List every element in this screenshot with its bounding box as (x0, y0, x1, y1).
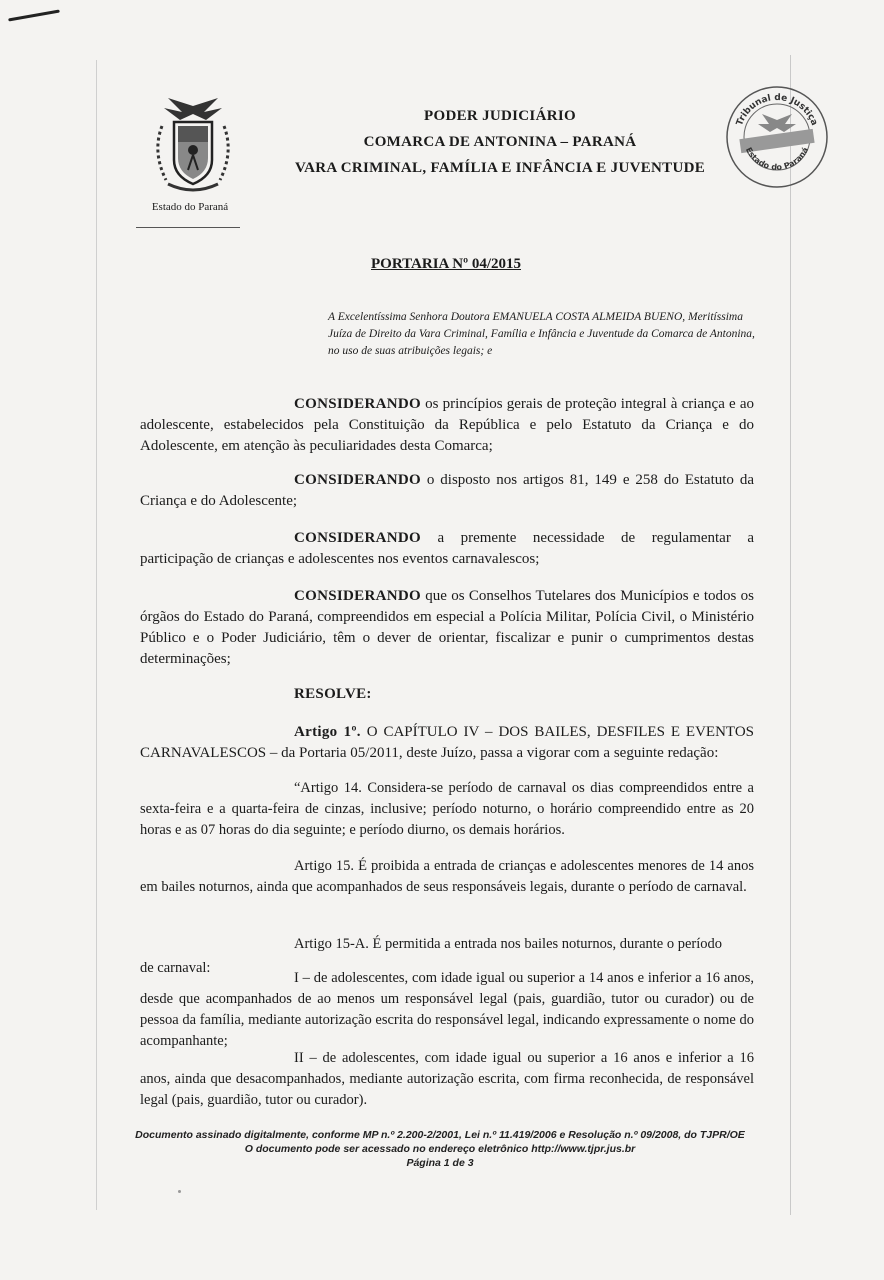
artigo-1 (140, 722, 754, 764)
considerando-4 (140, 586, 754, 670)
considerando-lead: CONSIDERANDO (294, 530, 421, 546)
artigo-15a-heading: Artigo 15-A. É permitida a entrada nos bailes noturnos, durante o período (294, 936, 723, 952)
tribunal-seal-stamp-icon (722, 82, 832, 192)
considerando-text: que os Conselhos Tutelares dos Municípios e todos os órgãos do Estado do Paraná, compreendidos em especial a Polícia Militar, Polícia Civil, o Ministério Público e o Poder Judiciário, têm o dever de orientar, fiscalizar e punir o cumprimentos destas determinações; (140, 588, 754, 667)
page-number: Página 1 de 3 (406, 1157, 474, 1169)
seal-bottom-text: Estado do Paraná (743, 145, 811, 172)
footer-line-2: O documento pode ser acessado no endereço eletrônico http://www.tjpr.jus.br (244, 1143, 636, 1155)
crest-divider (136, 227, 240, 228)
scan-mark (8, 10, 60, 22)
considerando-text: a premente necessidade de regulamentar a participação de crianças e adolescentes nos eventos carnavalescos; (140, 530, 754, 567)
artigo-15a-item-1: I – de adolescentes, com idade igual ou superior a 14 anos e inferior a 16 anos, desde que acompanhados de ao menos um responsável legal (pais, guardião, tutor ou curador) ou de pessoa da família, mediante autorização escrita do responsável legal, indicando expressamente o nome do acompanhante; (140, 970, 754, 1049)
header-line-2: COMARCA DE ANTONINA – PARANÁ (363, 134, 637, 150)
court-header (270, 103, 730, 181)
considerando-lead: CONSIDERANDO (294, 472, 421, 488)
portaria-title: PORTARIA Nº 04/2015 (371, 256, 521, 272)
artigo-15a-tail: de carnaval: (140, 960, 211, 976)
considerando-text: o disposto nos artigos 81, 149 e 258 do Estatuto da Criança e do Adolescente; (140, 472, 754, 509)
footer-line-1: Documento assinado digitalmente, conforme MP n.º 2.200-2/2001, Lei n.º 11.419/2006 e Resolução n.º 09/2008, do TJPR/OE (135, 1129, 745, 1141)
artigo-1-lead: Artigo 1º. (294, 724, 361, 740)
considerando-2 (140, 470, 754, 512)
header-line-3: VARA CRIMINAL, FAMÍLIA E INFÂNCIA E JUVENTUDE (294, 160, 706, 176)
parana-coat-of-arms-icon (138, 92, 248, 202)
preamble: A Excelentíssima Senhora Doutora EMANUELA COSTA ALMEIDA BUENO, Meritíssima Juíza de Direito da Vara Criminal, Família e Infância e Juventude da Comarca de Antonina, no uso de suas atribuições legais; e (328, 311, 755, 357)
header-line-1: PODER JUDICIÁRIO (424, 108, 576, 124)
seal-top-text: Tribunal de Justiça (735, 92, 819, 128)
scan-edge-left (96, 60, 97, 1210)
artigo-15: Artigo 15. É proibida a entrada de crianças e adolescentes menores de 14 anos em bailes noturnos, ainda que acompanhados de seus responsáveis legais, durante o período de carnaval. (140, 858, 754, 895)
scan-edge-right (790, 55, 791, 1215)
considerando-lead: CONSIDERANDO (294, 588, 421, 604)
artigo-15a-item-2: II – de adolescentes, com idade igual ou superior a 16 anos e inferior a 16 anos, ainda que desacompanhados, mediante autorização escrita, com firma reconhecida, de responsável legal (pais, guardião, tutor ou curador). (140, 1050, 754, 1108)
crest-label: Estado do Paraná (151, 201, 229, 213)
considerando-text: os princípios gerais de proteção integral à criança e ao adolescente, estabelecidos pela Constituição da República e pelo Estatuto da Criança e do Adolescente, em atenção às peculiaridades desta Comarca; (140, 396, 754, 454)
considerando-1 (140, 394, 754, 457)
artigo-14: “Artigo 14. Considera-se período de carnaval os dias compreendidos entre a sexta-feira e a quarta-feira de cinzas, inclusive; período noturno, o horário compreendido entre as 20 horas e as 07 horas do dia seguinte; e período diurno, os demais horários. (140, 780, 754, 838)
resolve-heading: RESOLVE: (294, 686, 372, 702)
considerando-3 (140, 528, 754, 570)
artigo-1-text: O CAPÍTULO IV – DOS BAILES, DESFILES E EVENTOS CARNAVALESCOS – da Portaria 05/2011, deste Juízo, passa a vigorar com a seguinte redação: (140, 724, 754, 761)
digital-signature-footer (120, 1128, 760, 1170)
considerando-lead: CONSIDERANDO (294, 396, 421, 412)
scan-speck (178, 1190, 181, 1193)
svg-text:Estado do Paraná (744, 146, 810, 172)
